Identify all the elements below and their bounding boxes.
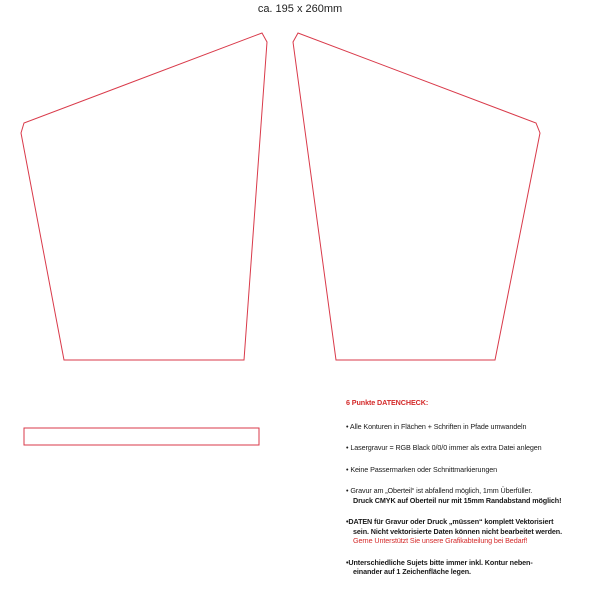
checklist-item-text: Gerne Unterstützt Sie unsere Grafikabteilung bei Bedarf! [353, 536, 528, 545]
checklist-item-text: Druck CMYK auf Oberteil nur mit 15mm Randabstand möglich! [353, 495, 562, 505]
checklist-item-text: • Alle Konturen in Flächen + Schriften in Pfade umwandeln [346, 421, 527, 431]
checklist-item-text: •DATEN für Gravur oder Druck „müssen“ komplett Vektorisiert [346, 517, 554, 526]
checklist-item-5 [346, 517, 596, 546]
checklist-item-text: einander auf 1 Zeichenfläche legen. [353, 567, 471, 576]
dimension-label: ca. 195 x 260mm [257, 3, 343, 15]
checklist-item-3 [346, 465, 596, 475]
strip-outline [24, 428, 259, 445]
checklist-item-text: • Lasergravur = RGB Black 0/0/0 immer als extra Datei anlegen [346, 443, 542, 452]
checklist-item-1 [346, 422, 596, 432]
checklist-item-4 [346, 486, 596, 505]
left-panel-outline [21, 33, 267, 360]
right-panel-outline [293, 33, 540, 360]
checklist-item-text: • Keine Passermarken oder Schnittmarkierungen [346, 464, 498, 474]
data-checklist [346, 398, 596, 589]
checklist-heading: 6 Punkte DATENCHECK: [346, 398, 429, 407]
checklist-item-text: • Gravur am „Oberteil“ ist abfallend möglich, 1mm Überfüller. [346, 486, 533, 495]
checklist-item-text: sein. Nicht vektorisierte Daten können nicht bearbeitet werden. [353, 526, 562, 536]
checklist-item-text: •Unterschiedliche Sujets bitte immer inkl. Kontur neben- [346, 557, 533, 567]
checklist-item-6 [346, 558, 596, 577]
checklist-item-2 [346, 443, 596, 453]
